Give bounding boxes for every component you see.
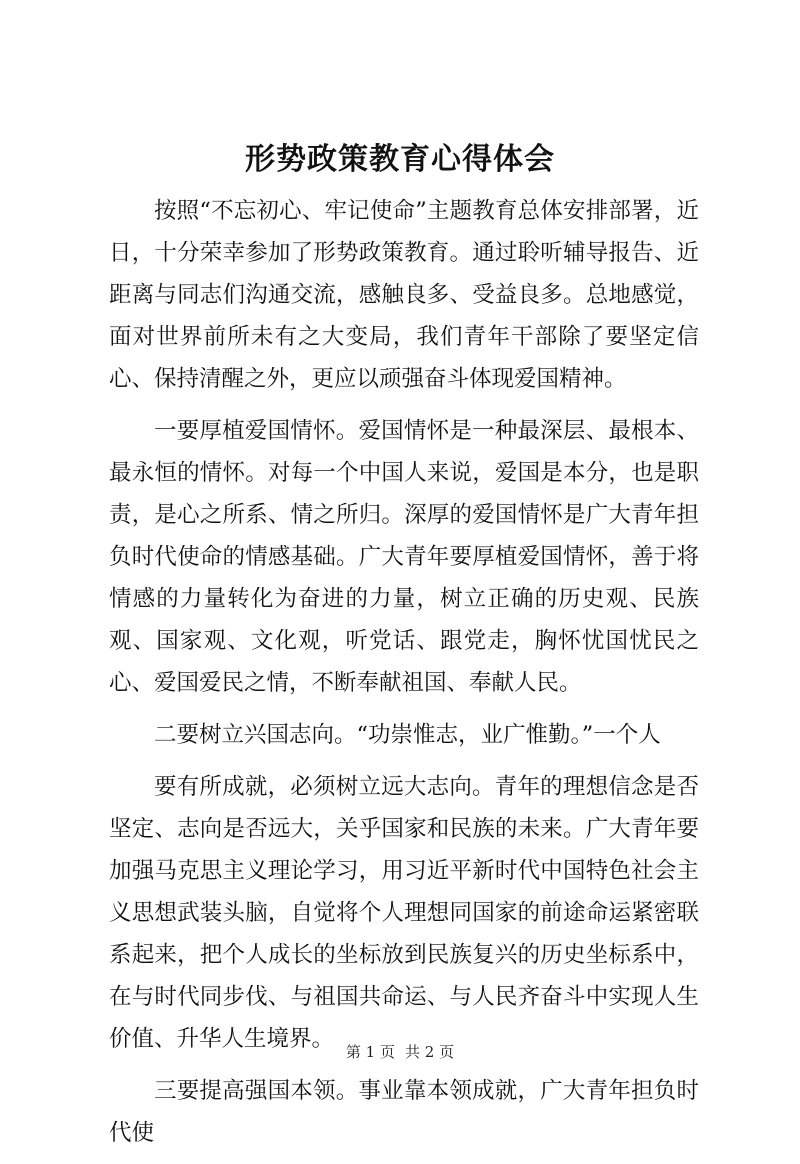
- paragraph-patriotism: 一要厚植爱国情怀。爱国情怀是一种最深层、最根本、最永恒的情怀。对每一个中国人来说，爱国是本分，也是职责，是心之所系、情之所归。深厚的爱国情怀是广大青年担负时代使命的情感基础。广大青年要厚植爱国情怀，善于将情感的力量转化为奋进的力量，树立正确的历史观、民族观、国家观、文化观，听党话、跟党走，胸怀忧国忧民之心、爱国爱民之情，不断奉献祖国、奉献人民。: [109, 418, 699, 696]
- paragraph-capability: 三要提高强国本领。事业靠本领成就，广大青年担负时代使: [109, 1078, 699, 1146]
- paragraph-intro: 按照“不忘初心、牢记使命”主题教育总体安排部署，近日，十分荣幸参加了形势政策教育。通过聆听辅导报告、近距离与同志们沟通交流，感触良多、受益良多。总地感觉，面对世界前所未有之大变局，我们青年干部除了要坚定信心、保持清醒之外，更应以顽强奋斗体现爱国精神。: [109, 198, 699, 392]
- paragraph-aspiration-body: 要有所成就，必须树立远大志向。青年的理想信念是否坚定、志向是否远大，关乎国家和民族的未来。广大青年要加强马克思主义理论学习，用习近平新时代中国特色社会主义思想武装头脑，自觉将个人理想同国家的前途命运紧密联系起来，把个人成长的坐标放到民族复兴的历史坐标系中，在与时代同步伐、与祖国共命运、与人民齐奋斗中实现人生价值、升华人生境界。: [109, 774, 699, 1052]
- document-body: [109, 190, 699, 1164]
- document-title: 形势政策教育心得体会: [245, 142, 555, 177]
- page-total: 共 2 页: [405, 1043, 455, 1061]
- paragraph-aspiration-heading: 二要树立兴国志向。“功崇惟志，业广惟勤。”一个人: [154, 722, 661, 748]
- page-footer: [0, 1042, 800, 1062]
- page-number: 第 1 页: [345, 1043, 395, 1061]
